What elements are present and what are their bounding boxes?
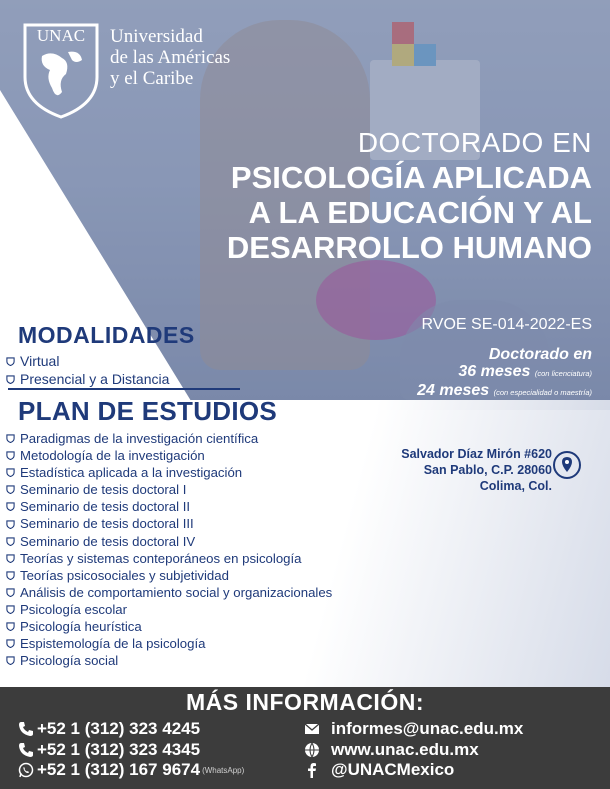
location-pin-icon: [552, 448, 582, 488]
shield-bullet-icon: [6, 520, 15, 529]
address: Salvador Díaz Mirón #620 San Pablo, C.P. 28060 Colima, Col.: [401, 447, 552, 493]
list-item: Psicología social: [6, 652, 426, 669]
list-item: Seminario de tesis doctoral II: [6, 498, 426, 515]
list-item: Metodología de la investigación: [6, 447, 426, 464]
modalidades-list: [6, 352, 242, 388]
university-name: Universidad de las Américas y el Caribe: [110, 26, 231, 89]
shield-bullet-icon: [6, 605, 15, 614]
shield-bullet-icon: [6, 451, 15, 460]
facebook-icon: [304, 762, 320, 778]
list-item: Virtual: [6, 352, 242, 370]
shield-bullet-icon: [6, 656, 15, 665]
list-item: Paradigmas de la investigación científica: [6, 430, 426, 447]
phone-whatsapp[interactable]: +52 1 (312) 167 9674 (WhatsApp): [18, 760, 244, 780]
plan-heading: PLAN DE ESTUDIOS: [18, 396, 278, 426]
logo-abbreviation: UNAC: [36, 26, 86, 45]
shield-bullet-icon: [6, 434, 15, 443]
program-title: [227, 126, 592, 265]
shield-bullet-icon: [6, 468, 15, 477]
list-item: Psicología escolar: [6, 601, 426, 618]
list-item: Análisis de comportamiento social y organizacionales: [6, 584, 426, 601]
whatsapp-icon: [18, 762, 34, 778]
footer-heading: MÁS INFORMACIÓN:: [186, 689, 424, 715]
shield-bullet-icon: [6, 357, 15, 366]
phone-icon: [18, 742, 34, 758]
list-item: Seminario de tesis doctoral I: [6, 481, 426, 498]
rvoe-code: RVOE SE-014-2022-ES: [421, 316, 592, 333]
modalidades-heading: MODALIDADES: [18, 322, 195, 348]
list-item: Seminario de tesis doctoral IV: [6, 533, 426, 550]
title-line-2: PSICOLOGÍA APLICADA: [230, 160, 592, 195]
shield-bullet-icon: [6, 375, 15, 384]
website-link[interactable]: www.unac.edu.mx: [304, 740, 479, 760]
list-item: Teorías y sistemas conteporáneos en psicología: [6, 550, 426, 567]
title-line-3: A LA EDUCACIÓN Y AL: [248, 195, 592, 230]
title-line-1: DOCTORADO EN: [357, 127, 592, 158]
plan-list: [6, 430, 426, 669]
envelope-icon: [304, 721, 320, 737]
program-duration: Doctorado en 36 meses (con licenciatura) 24 meses (con especialidad o maestría): [417, 346, 592, 399]
list-item: Seminario de tesis doctoral III: [6, 515, 426, 532]
list-item: Presencial y a Distancia: [6, 370, 242, 388]
list-item: Teorías psicosociales y subjetividad: [6, 567, 426, 584]
title-line-4: DESARROLLO HUMANO: [226, 230, 592, 265]
shield-bullet-icon: [6, 502, 15, 511]
list-item: Espistemología de la psicología: [6, 635, 426, 652]
shield-bullet-icon: [6, 571, 15, 580]
list-item: Estadística aplicada a la investigación: [6, 464, 426, 481]
phone-1[interactable]: +52 1 (312) 323 4245: [18, 719, 200, 739]
globe-icon: [304, 742, 320, 758]
social-link[interactable]: @UNACMexico: [304, 760, 454, 780]
divider: [8, 388, 240, 390]
shield-bullet-icon: [6, 639, 15, 648]
list-item: Psicología heurística: [6, 618, 426, 635]
shield-bullet-icon: [6, 622, 15, 631]
shield-bullet-icon: [6, 554, 15, 563]
shield-bullet-icon: [6, 588, 15, 597]
shield-bullet-icon: [6, 485, 15, 494]
email-contact[interactable]: informes@unac.edu.mx: [304, 719, 523, 739]
phone-icon: [18, 721, 34, 737]
phone-2[interactable]: +52 1 (312) 323 4345: [18, 740, 200, 760]
shield-bullet-icon: [6, 537, 15, 546]
